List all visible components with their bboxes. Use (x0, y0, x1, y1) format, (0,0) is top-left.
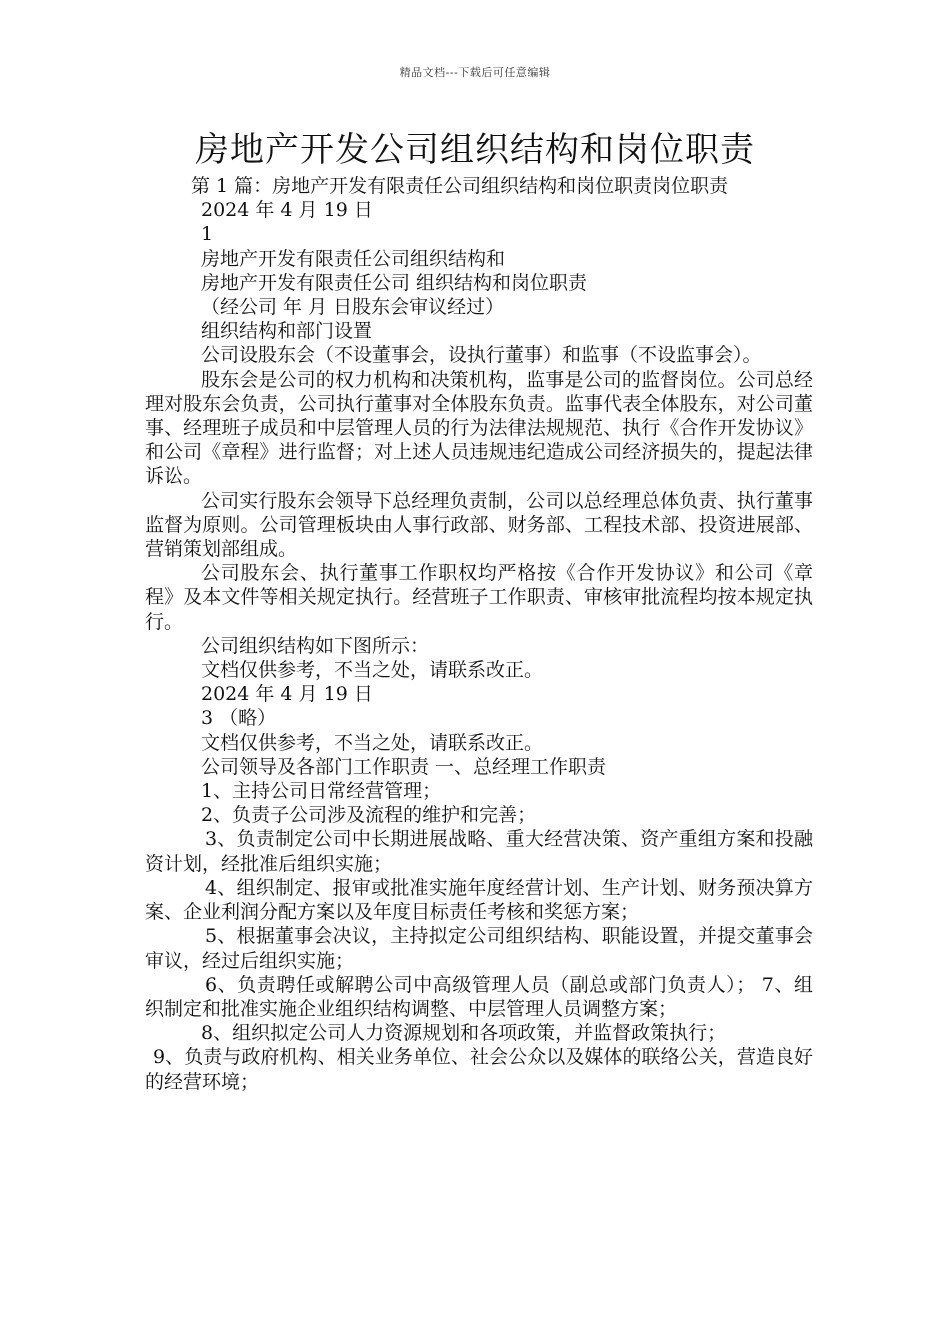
paragraph: 5、根据董事会决议，主持拟定公司组织结构、职能设置，并提交董事会审议，经过后组织实施； (145, 925, 813, 972)
document-title: 房地产开发公司组织结构和岗位职责 (195, 130, 755, 170)
paragraph: 房地产开发有限责任公司 组织结构和岗位职责 (201, 271, 588, 294)
paragraph: 公司股东会、执行董事工作职权均严格按《合作开发协议》和公司《章程》及本文件等相关规定执行。经营班子工作职责、审核审批流程均按本规定执行。 (145, 562, 813, 633)
paragraph: 2、负责子公司涉及流程的维护和完善； (201, 804, 537, 827)
paragraph: 公司组织结构如下图所示： (201, 634, 430, 657)
paragraph: 公司领导及各部门工作职责 一、总经理工作职责 (201, 755, 607, 778)
paragraph: 公司设股东会（不设董事会，设执行董事）和监事（不设监事会）。 (201, 344, 762, 367)
paragraph: 9、负责与政府机构、相关业务单位、社会公众以及媒体的联络公关，营造良好的经营环境； (145, 1046, 813, 1093)
paragraph: 1、主持公司日常经营管理； (201, 780, 442, 803)
paragraph: 文档仅供参考，不当之处，请联系改正。 (201, 659, 544, 682)
paragraph: 4、组织制定、报审或批准实施年度经营计划、生产计划、财务预决算方案、企业利润分配方案以及年度目标责任考核和奖惩方案； (145, 876, 813, 924)
paragraph: 3 （略） (201, 707, 277, 730)
paragraph: 公司实行股东会领导下总经理负责制，公司以总经理总体负责、执行董事监督为原则。公司管理板块由人事行政部、财务部、工程技术部、投资进展部、营销策划部组成。 (145, 489, 813, 561)
document-body (145, 174, 813, 1094)
paragraph: 1 (201, 223, 214, 246)
paragraph: 第 1 篇：房地产开发有限责任公司组织结构和岗位职责岗位职责 (191, 175, 729, 197)
paragraph: 2024 年 4 月 19 日 (201, 199, 373, 222)
paragraph: 股东会是公司的权力机构和决策机构，监事是公司的监督岗位。公司总经理对股东会负责，公司执行董事对全体股东负责。监事代表全体股东，对公司董事、经理班子成员和中层管理人员的行为法律法规规范、执行《合作开发协议》和公司《章程》进行监督；对上述人员违规违纪造成公司经济损失的，提起法律诉讼。 (145, 368, 813, 488)
paragraph: 房地产开发有限责任公司组织结构和 (201, 247, 506, 270)
paragraph: 6、负责聘任或解聘公司中高级管理人员（副总或部门负责人）； 7、组织制定和批准实施企业组织结构调整、中层管理人员调整方案； (145, 973, 813, 1020)
paragraph: 2024 年 4 月 19 日 (201, 683, 373, 706)
paragraph: 组织结构和部门设置 (201, 320, 373, 343)
paragraph: 8、组织拟定公司人力资源规划和各项政策，并监督政策执行； (201, 1022, 727, 1045)
paragraph: （经公司 年 月 日股东会审议经过） (201, 296, 505, 319)
paragraph: 文档仅供参考，不当之处，请联系改正。 (201, 731, 544, 754)
header-note: 精品文档---下载后可任意编辑 (399, 66, 551, 79)
paragraph: 3、负责制定公司中长期进展战略、重大经营决策、资产重组方案和投融资计划，经批准后组织实施； (145, 828, 813, 875)
